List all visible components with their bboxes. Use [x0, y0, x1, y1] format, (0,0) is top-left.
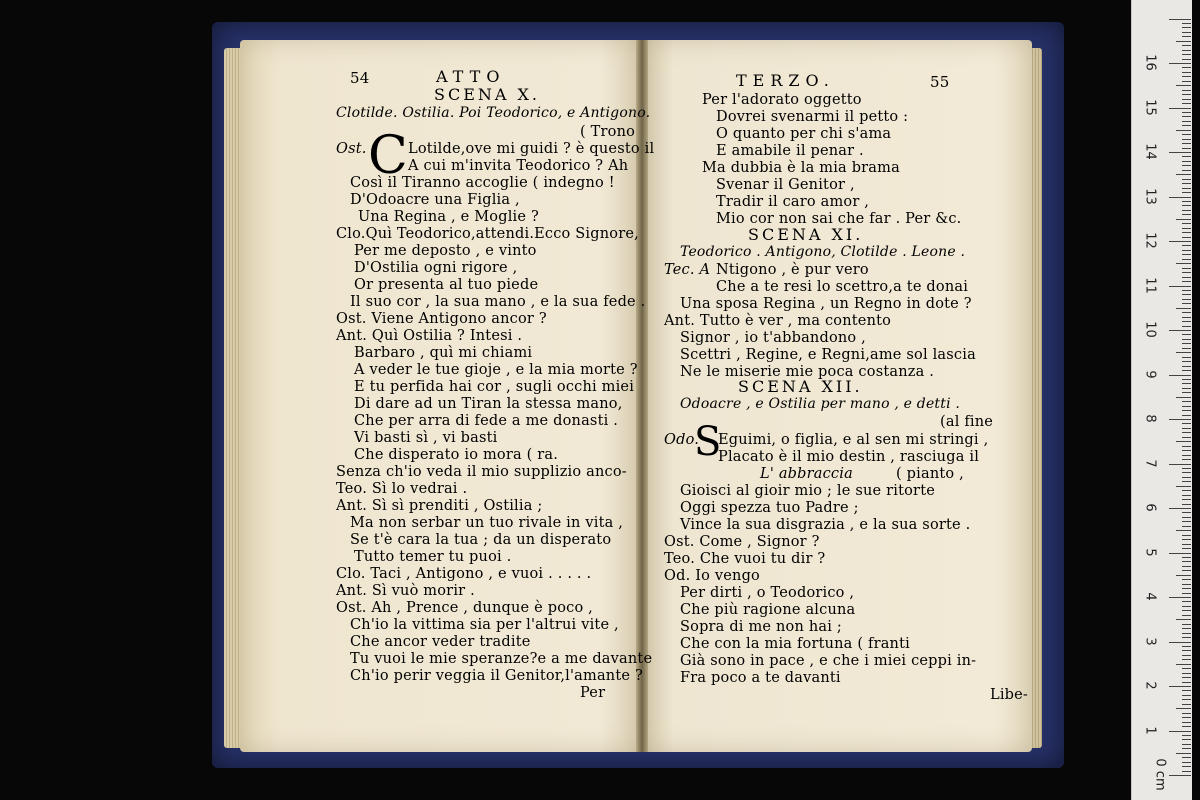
ruler-tick	[1176, 85, 1191, 86]
ruler-tick	[1182, 539, 1191, 540]
ruler-tick	[1169, 508, 1191, 509]
ruler-tick	[1169, 775, 1191, 776]
ruler-tick	[1182, 713, 1191, 714]
ruler-tick	[1182, 94, 1191, 95]
left_page-text-line: D'Ostilia ogni rigore ,	[354, 260, 518, 276]
ruler-tick	[1182, 67, 1191, 68]
ruler-tick	[1182, 45, 1191, 46]
ruler-tick	[1182, 317, 1191, 318]
right_page-text-line: ( pianto ,	[896, 466, 964, 482]
drop-cap-s: S	[694, 419, 722, 465]
left_page-text-line: Per me deposto , e vinto	[354, 243, 537, 259]
ruler-number: 14	[1142, 143, 1158, 160]
left_page-text-line: Teo. Sì lo vedrai .	[336, 481, 468, 497]
ruler-tick	[1176, 708, 1191, 709]
ruler-tick	[1182, 326, 1191, 327]
ruler-tick	[1182, 321, 1191, 322]
ruler-tick	[1182, 610, 1191, 611]
left_page-text-line: A veder le tue gioje , e la mia morte ?	[354, 362, 638, 378]
ruler-tick	[1182, 179, 1191, 180]
ruler-tick	[1182, 54, 1191, 55]
ruler-tick	[1182, 601, 1191, 602]
left_page-text-line: Ma non serbar un tuo rivale in vita ,	[350, 515, 624, 531]
right_page-text-line: Ost. Come , Signor ?	[664, 534, 820, 550]
scene-10-title: SCENA X.	[434, 85, 540, 104]
left_page-text-line: Ch'io la vittima sia per l'altrui vite ,	[350, 617, 619, 633]
left_page-text-line: Ant. Sì vuò morir .	[336, 583, 475, 599]
right_page-text-line: Per l'adorato oggetto	[702, 92, 862, 108]
right_page-text-line: Mio cor non sai che far . Per &c.	[716, 211, 962, 227]
ruler-tick	[1182, 570, 1191, 571]
ruler-number: 7	[1142, 458, 1158, 468]
right_page-text-line: Tec. A	[664, 262, 711, 278]
ruler-tick	[1182, 121, 1191, 122]
ruler-tick	[1182, 735, 1191, 736]
ruler-tick	[1182, 548, 1191, 549]
ruler-tick	[1182, 717, 1191, 718]
right_page-text-line: Eguimi, o figlia, e al sen mi stringi ,	[718, 432, 989, 448]
ruler-number: 5	[1142, 547, 1158, 557]
ruler-tick	[1182, 606, 1191, 607]
ruler-tick	[1182, 139, 1191, 140]
ruler-tick	[1182, 633, 1191, 634]
ruler-tick	[1182, 739, 1191, 740]
ruler-tick	[1182, 690, 1191, 691]
scene-12-title: SCENA XII.	[738, 377, 863, 396]
ruler-tick	[1169, 19, 1191, 20]
ruler-tick	[1169, 108, 1191, 109]
ruler-tick	[1182, 748, 1191, 749]
ruler-tick	[1182, 561, 1191, 562]
right_page-text-line: Signor , io t'abbandono ,	[680, 330, 866, 346]
right_page-text-line: Fra poco a te davanti	[680, 670, 841, 686]
ruler-tick	[1182, 557, 1191, 558]
ruler-tick	[1182, 205, 1191, 206]
ruler-tick	[1182, 481, 1191, 482]
ruler-tick	[1169, 731, 1191, 732]
ruler-tick	[1182, 99, 1191, 100]
ruler-tick	[1182, 294, 1191, 295]
ruler-tick	[1182, 112, 1191, 113]
ruler-tick	[1176, 575, 1191, 576]
right_page-text-line: Gioisci al gioir mio ; le sue ritorte	[680, 483, 935, 499]
left_page-text-line: Barbaro , quì mi chiami	[354, 345, 533, 361]
ruler-tick	[1182, 744, 1191, 745]
ruler-tick	[1182, 379, 1191, 380]
ruler-tick	[1176, 486, 1191, 487]
left_page-text-line: Ch'io perir veggia il Genitor,l'amante ?	[350, 668, 643, 684]
ruler-tick	[1182, 512, 1191, 513]
ruler-tick	[1176, 41, 1191, 42]
ruler-tick	[1182, 183, 1191, 184]
ruler-tick	[1169, 286, 1191, 287]
ruler-tick	[1169, 464, 1191, 465]
left_page-text-line: Per	[580, 685, 606, 701]
left_page-text-line: Lotilde,ove mi guidi ? è questo il	[408, 141, 655, 157]
ruler-tick	[1182, 584, 1191, 585]
scene-11-title: SCENA XI.	[748, 225, 864, 244]
ruler-tick	[1182, 588, 1191, 589]
right_page-text-line: Ntigono , è pur vero	[716, 262, 869, 278]
ruler-tick	[1169, 63, 1191, 64]
ruler-tick	[1176, 219, 1191, 220]
ruler-tick	[1182, 406, 1191, 407]
left-page-number: 54	[350, 69, 370, 87]
ruler-tick	[1182, 521, 1191, 522]
ruler-tick	[1182, 281, 1191, 282]
right_page-text-line: Placato è il mio destin , rasciuga il	[718, 449, 980, 465]
right_page-text-line: O quanto per chi s'ama	[716, 126, 892, 142]
right_page-text-line: Già sono in pace , e che i miei ceppi in-	[680, 653, 977, 669]
ruler-number: 1	[1142, 725, 1158, 735]
right-page-number: 55	[930, 73, 950, 91]
ruler-tick	[1176, 530, 1191, 531]
ruler-tick	[1182, 428, 1191, 429]
ruler-tick	[1182, 156, 1191, 157]
ruler-tick	[1182, 259, 1191, 260]
right_page-text-line: Ma dubbia è la mia brama	[702, 160, 900, 176]
ruler-tick	[1182, 357, 1191, 358]
ruler-tick	[1182, 437, 1191, 438]
ruler-tick	[1169, 686, 1191, 687]
right_page-text-line: Sopra di me non hai ;	[680, 619, 842, 635]
left_page-text-line: Che disperato io mora ( ra.	[354, 447, 559, 463]
ruler-number: 12	[1142, 232, 1158, 249]
ruler-tick	[1182, 704, 1191, 705]
ruler-tick	[1182, 339, 1191, 340]
ruler-tick	[1182, 504, 1191, 505]
right_page-text-line: Scettri , Regine, e Regni,ame sol lascia	[680, 347, 976, 363]
ruler-tick	[1182, 650, 1191, 651]
ruler-number: 3	[1142, 636, 1158, 646]
ruler-tick	[1176, 263, 1191, 264]
right_page-text-line: Dovrei svenarmi il petto :	[716, 109, 909, 125]
ruler-tick	[1182, 659, 1191, 660]
left_page-text-line: A cui m'invita Teodorico ? Ah	[408, 158, 629, 174]
ruler-tick	[1182, 468, 1191, 469]
left_page-text-line: D'Odoacre una Figlia ,	[350, 192, 520, 208]
left_page-text-line: Ost. Viene Antigono ancor ?	[336, 311, 547, 327]
left_page-text-line: Tutto temer tu puoi .	[354, 549, 512, 565]
ruler-number: 16	[1142, 54, 1158, 71]
ruler-tick	[1182, 50, 1191, 51]
left_page-text-line: Che ancor veder tradite	[350, 634, 531, 650]
ruler-number: 0 cm	[1152, 758, 1168, 791]
ruler-tick	[1182, 655, 1191, 656]
ruler-tick	[1182, 401, 1191, 402]
left_page-text-line: Così il Tiranno accoglie ( indegno !	[350, 175, 615, 191]
ruler-tick	[1169, 152, 1191, 153]
ruler-tick	[1182, 290, 1191, 291]
ruler-tick	[1176, 619, 1191, 620]
ruler-tick	[1182, 299, 1191, 300]
left_page-text-line: E tu perfida hai cor , sugli occhi miei	[354, 379, 635, 395]
ruler-tick	[1182, 566, 1191, 567]
right_page-text-line: (al fine	[940, 414, 994, 430]
ruler-tick	[1182, 27, 1191, 28]
right_page-text-line: Odo.	[664, 432, 700, 448]
ruler-tick	[1182, 143, 1191, 144]
ruler-tick	[1182, 170, 1191, 171]
ruler-tick	[1169, 197, 1191, 198]
ruler-tick	[1182, 637, 1191, 638]
ruler-tick	[1182, 214, 1191, 215]
left_page-text-line: Clo. Taci , Antigono , e vuoi . . . . .	[336, 566, 592, 582]
ruler-tick	[1169, 419, 1191, 420]
right_page-text-line: Che a te resi lo scettro,a te donai	[716, 279, 969, 295]
right_page-text-line: Oggi spezza tuo Padre ;	[680, 500, 859, 516]
ruler-tick	[1182, 410, 1191, 411]
ruler-tick	[1182, 148, 1191, 149]
ruler-tick	[1182, 762, 1191, 763]
right_page-text-line: Teo. Che vuoi tu dir ?	[664, 551, 826, 567]
ruler-tick	[1182, 450, 1191, 451]
right_page-text-line: Che più ragione alcuna	[680, 602, 856, 618]
ruler-tick	[1182, 771, 1191, 772]
right_page-text-line: Ant. Tutto è ver , ma contento	[664, 313, 892, 329]
ruler-number: 4	[1142, 592, 1158, 601]
ruler-tick	[1182, 334, 1191, 335]
ruler-tick	[1176, 352, 1191, 353]
ruler-tick	[1182, 499, 1191, 500]
ruler-tick	[1169, 642, 1191, 643]
left_page-text-line: ( Trono	[580, 124, 636, 140]
ruler-tick	[1182, 90, 1191, 91]
ruler-tick	[1182, 125, 1191, 126]
ruler-tick	[1182, 722, 1191, 723]
ruler-tick	[1182, 303, 1191, 304]
ruler-tick	[1182, 624, 1191, 625]
ruler-tick	[1182, 668, 1191, 669]
ruler-tick	[1182, 579, 1191, 580]
ruler-number: 6	[1142, 503, 1158, 512]
ruler-tick	[1182, 628, 1191, 629]
ruler-tick	[1182, 161, 1191, 162]
ruler-tick	[1182, 76, 1191, 77]
right_page-text-line: Ne le miserie mie poca costanza .	[680, 364, 935, 380]
ruler-tick	[1182, 254, 1191, 255]
ruler-tick	[1182, 210, 1191, 211]
ruler-number: 10	[1142, 321, 1158, 338]
ruler-tick	[1182, 432, 1191, 433]
ruler-tick	[1176, 441, 1191, 442]
left_page-text-line: Il suo cor , la sua mano , e la sua fede .	[350, 294, 646, 310]
ruler-tick	[1182, 223, 1191, 224]
ruler-tick	[1182, 272, 1191, 273]
ruler-tick	[1182, 383, 1191, 384]
ruler-tick	[1176, 397, 1191, 398]
ruler-tick	[1169, 241, 1191, 242]
ruler-tick	[1182, 423, 1191, 424]
scene-12-characters: Odoacre , e Ostilia per mano , e detti .	[680, 396, 961, 412]
right_page-text-line: Tradir il caro amor ,	[716, 194, 870, 210]
left_page-text-line: Clo.Quì Teodorico,attendi.Ecco Signore,	[336, 226, 639, 242]
left_page-text-line: Senza ch'io veda il mio supplizio anco-	[336, 464, 627, 480]
ruler-tick	[1182, 245, 1191, 246]
ruler-tick	[1182, 165, 1191, 166]
left_page-text-line: Che per arra di fede a me donasti .	[354, 413, 619, 429]
ruler-tick	[1182, 726, 1191, 727]
ruler-tick	[1176, 664, 1191, 665]
left_page-text-line: Una Regina , e Moglie ?	[358, 209, 539, 225]
ruler-tick	[1182, 517, 1191, 518]
ruler-tick	[1169, 330, 1191, 331]
ruler-tick	[1182, 59, 1191, 60]
ruler-number: 9	[1142, 369, 1158, 379]
ruler-tick	[1182, 228, 1191, 229]
right_page-text-line: L' abbraccia	[760, 466, 853, 482]
ruler-tick	[1182, 277, 1191, 278]
right_page-text-line: Vince la sua disgrazia , e la sua sorte .	[680, 517, 971, 533]
ruler-tick	[1182, 695, 1191, 696]
ruler-tick	[1182, 682, 1191, 683]
right_page-text-line: E amabile il penar .	[716, 143, 864, 159]
ruler-tick	[1182, 526, 1191, 527]
scene-10-characters: Clotilde. Ostilia. Poi Teodorico, e Antigono.	[336, 105, 651, 121]
ruler-tick	[1182, 192, 1191, 193]
left_page-text-line: Se t'è cara la tua ; da un disperato	[350, 532, 612, 548]
ruler-tick	[1182, 593, 1191, 594]
ruler-tick	[1182, 134, 1191, 135]
right_page-text-line: Svenar il Genitor ,	[716, 177, 855, 193]
ruler-number: 13	[1142, 187, 1158, 205]
ruler-tick	[1182, 116, 1191, 117]
ruler-number: 15	[1142, 98, 1158, 116]
ruler-tick	[1182, 446, 1191, 447]
ruler-number: 2	[1142, 681, 1158, 690]
ruler-tick	[1169, 375, 1191, 376]
ruler-tick	[1182, 72, 1191, 73]
right_page-text-line: Libe-	[990, 687, 1029, 703]
ruler-tick	[1182, 544, 1191, 545]
ruler-tick	[1182, 455, 1191, 456]
right_page-text-line: Che con la mia fortuna ( franti	[680, 636, 910, 652]
left_page-text-line: Tu vuoi le mie speranze?e a me davante	[350, 651, 653, 667]
left_page-text-line: Ost. Ah , Prence , dunque è poco ,	[336, 600, 593, 616]
ruler-tick	[1182, 766, 1191, 767]
right_page-text-line: Per dirti , o Teodorico ,	[680, 585, 855, 601]
drop-cap-c: C	[368, 126, 408, 186]
ruler-tick	[1182, 459, 1191, 460]
ruler-tick	[1182, 361, 1191, 362]
ruler-tick	[1182, 343, 1191, 344]
ruler-tick	[1182, 348, 1191, 349]
left-running-head: ATTO	[436, 67, 506, 86]
left_page-text-line: Or presenta al tuo piede	[354, 277, 539, 293]
ruler-tick	[1182, 103, 1191, 104]
ruler-tick	[1182, 268, 1191, 269]
left_page-text-line: Ost.	[336, 141, 367, 157]
scene-11-characters: Teodorico . Antigono, Clotilde . Leone .	[680, 244, 966, 260]
ruler-tick	[1182, 237, 1191, 238]
left_page-text-line: Ant. Sì sì prenditi , Ostilia ;	[336, 498, 543, 514]
ruler-tick	[1182, 757, 1191, 758]
ruler-tick	[1182, 366, 1191, 367]
ruler-number: 8	[1142, 414, 1158, 423]
right-running-head: TERZO.	[736, 71, 835, 90]
ruler-tick	[1182, 495, 1191, 496]
ruler-tick	[1176, 753, 1191, 754]
ruler-number: 11	[1142, 276, 1158, 294]
ruler-tick	[1182, 36, 1191, 37]
ruler-tick	[1182, 312, 1191, 313]
ruler-tick	[1182, 472, 1191, 473]
ruler-tick	[1182, 232, 1191, 233]
ruler-tick	[1182, 415, 1191, 416]
ruler-tick	[1182, 673, 1191, 674]
ruler-tick	[1182, 477, 1191, 478]
right_page-text-line: Od. Io vengo	[664, 568, 760, 584]
ruler-tick	[1176, 308, 1191, 309]
ruler-tick	[1176, 130, 1191, 131]
ruler-tick	[1182, 615, 1191, 616]
ruler-tick	[1182, 23, 1191, 24]
left_page-text-line: Vi basti sì , vi basti	[354, 430, 498, 446]
right_page-text-line: Una sposa Regina , un Regno in dote ?	[680, 296, 972, 312]
ruler-tick	[1169, 597, 1191, 598]
ruler-tick	[1169, 553, 1191, 554]
ruler-tick	[1182, 250, 1191, 251]
ruler-tick	[1182, 370, 1191, 371]
ruler-tick	[1182, 490, 1191, 491]
ruler-tick	[1182, 699, 1191, 700]
ruler-tick	[1182, 188, 1191, 189]
ruler-tick	[1182, 201, 1191, 202]
ruler-tick	[1182, 388, 1191, 389]
ruler-tick	[1182, 392, 1191, 393]
ruler-tick	[1182, 535, 1191, 536]
ruler-tick	[1182, 677, 1191, 678]
ruler-tick	[1182, 81, 1191, 82]
left_page-text-line: Di dare ad un Tiran la stessa mano,	[354, 396, 623, 412]
ruler-tick	[1182, 32, 1191, 33]
left_page-text-line: Ant. Quì Ostilia ? Intesi .	[336, 328, 523, 344]
ruler-tick	[1182, 646, 1191, 647]
ruler-tick	[1176, 174, 1191, 175]
